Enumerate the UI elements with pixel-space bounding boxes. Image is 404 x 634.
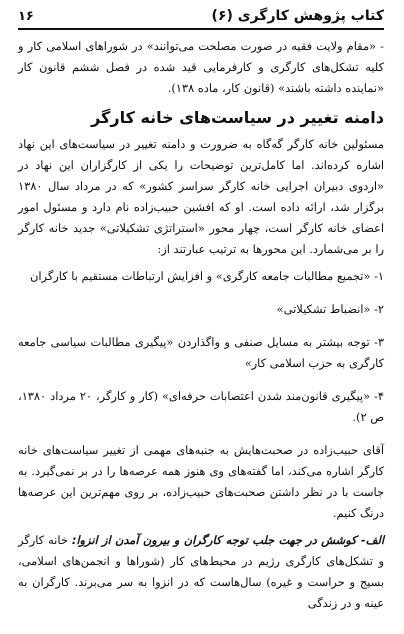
book-title: کتاب پژوهش کارگری (۶) [211,8,384,24]
paragraph-1: مسئولین خانه کارگر گه‌گاه به ضرورت و دامنه تغییر در سیاست‌های این نهاد اشاره کرده‌اند. اما کامل‌ترین توضیحات را یکی از کارگزاران این نهاد در «اردوی دبیران اجرایی خانه کارگر سراسر کشور» که در مرداد سال ۱۳۸۰ برگزار شد، ارائه داده است. او که افشین حبیب‌زاده نام دارد و مسئول امور اعضای خانه کارگر است، چهار محور «استراتژی تشکیلاتی» جدید خانه کارگر را بر می‌شمارد. این محورها به ترتیب عبارتند از: [18,137,384,256]
list-item: ۱- «تجمیع مطالبات جامعه کارگری» و افزایش ارتباطات مستقیم با کارگران [30,269,384,283]
paragraph-2: آقای حبیب‌زاده در صحبت‌هایش به جنبه‌های مهمی از تغییر سیاست‌های خانه کارگر اشاره می‌کند، اما گفته‌های وی هنوز همه عرصه‌ها را در بر نمی‌گیرد. به جاست با در نظر داشتن صحبت‌های حبیب‌زاده، بر روی مهم‌ترین این عرصه‌ها درنگ کنیم. [18,443,384,520]
list-item: ۳- توجه بیشتر به مسایل صنفی و واگذاردن «پیگیری مطالبات سیاسی جامعه کارگری به حزب اسلامی کار» [18,335,384,370]
list-item: ۲- «انضباط تشکیلاتی» [276,302,384,316]
paragraph-3-text: خانه کارگر و تشکل‌های کارگری رژیم در محیط‌های کار (شوراها و انجمن‌های اسلامی، بسیج و حراست و غیره) سال‌هاست که در انزوا به سر می‌برند. کارگران به عینه و در زندگی [18,533,384,610]
paragraph-3-lead: الف- کوشش در جهت جلب توجه کارگران و بیرون آمدن از انزوا: [71,533,384,547]
intro-paragraph: - «مقام ولایت فقیه در صورت مصلحت می‌توانند» در شوراهای اسلامی کار و کلیه تشکل‌های کارگری و کارفرمایی قید شده در فصل ششم قانون کار «نماینده داشته باشند» (قانون کار، ماده ۱۳۸). [18,39,384,95]
page-header [18,8,384,30]
page-number: ۱۶ [18,9,34,24]
list-item: ۴- «پیگیری قانون‌مند شدن اعتصابات حرفه‌ای» (کار و کارگر، ۲۰ مرداد ۱۳۸۰، ص ۲). [18,389,384,424]
strategy-list [18,266,384,428]
paragraph-3 [18,530,384,614]
section-heading: دامنه تغییر در سیاست‌های خانه کارگر [91,108,384,127]
page-body [18,36,384,614]
